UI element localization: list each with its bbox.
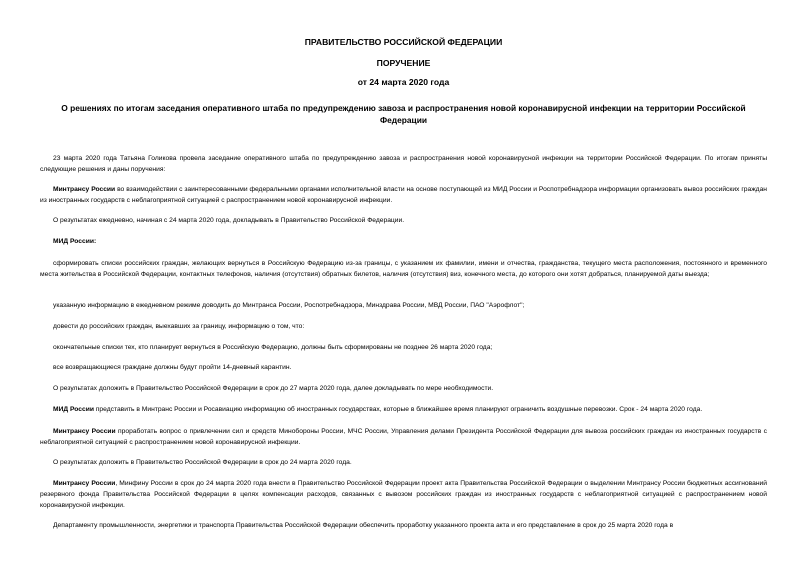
document-date: от 24 марта 2020 года <box>357 77 450 87</box>
paragraph: 23 марта 2020 года Татьяна Голикова провела заседание оперативного штаба по предупреждению завоза и распространения новой коронавирусной инфекции на территории Российской Федерации. По итогам приняты следующие решения и даны поручения: <box>40 155 767 173</box>
issuer-heading: ПРАВИТЕЛЬСТВО РОССИЙСКОЙ ФЕДЕРАЦИИ <box>304 37 503 47</box>
paragraph: МИД России представить в Минтранс России и Росавиацию информацию об иностранных государствах, которые в ближайшее время планируют ограничить воздушные перевозки. Срок - 24 марта 2020 года. <box>53 406 703 413</box>
document-type: ПОРУЧЕНИЕ <box>376 58 431 68</box>
paragraph: указанную информацию в ежедневном режиме доводить до Минтранса России, Роспотребнадзора, Минздрава России, МВД России, ПАО "Аэрофлот"; <box>53 302 525 309</box>
paragraph: О результатах доложить в Правительство Российской Федерации в срок до 24 марта 2020 года. <box>53 459 352 466</box>
paragraph: О результатах доложить в Правительство Российской Федерации в срок до 27 марта 2020 года, далее докладывать по мере необходимости. <box>53 385 494 392</box>
paragraph: Департаменту промышленности, энергетики и транспорта Правительства Российской Федерации обеспечить проработку указанного проекта акта и его представление в срок до 25 марта 2020 года в <box>53 522 674 529</box>
document-subject: О решениях по итогам заседания оперативного штаба по предупреждению завоза и распространения новой коронавирусной инфекции на территории Российской Федерации <box>61 103 746 125</box>
paragraph: окончательные списки тех, кто планирует вернуться в Российскую Федерацию, должны быть сформированы не позднее 26 марта 2020 года; <box>53 344 493 351</box>
paragraph: все возвращающиеся граждане должны будут пройти 14-дневный карантин. <box>53 364 292 371</box>
paragraph: МИД России: <box>53 238 97 245</box>
paragraph: довести до российских граждан, выехавших за границу, информацию о том, что: <box>53 323 305 330</box>
paragraph: Минтрансу России, Минфину России в срок до 24 марта 2020 года внести в Правительство Российской Федерации проект акта Правительства Российской Федерации о выделении Минтрансу России бюджетных ассигнований резервного фонда Правительства Российской Федерации в целях компенсации расходов, связанных с вывозом российских граждан из иностранных государств с неблагоприятной ситуацией с распространением новой коронавирусной инфекции. <box>40 480 767 509</box>
paragraph: Минтрансу России во взаимодействии с заинтересованными федеральными органами исполнительной власти на основе поступающей из МИД России и Роспотребнадзора информации организовать вывоз российских граждан из иностранных государств с неблагоприятной ситуацией с распространением новой коронавирусной инфекции. <box>40 186 767 204</box>
paragraph: О результатах ежедневно, начиная с 24 марта 2020 года, докладывать в Правительство Российской Федерации. <box>53 217 405 224</box>
paragraph: сформировать списки российских граждан, желающих вернуться в Российскую Федерацию из-за границы, с указанием их фамилии, имени и отчества, гражданства, текущего места расположения, постоянного и временного места жительства в Российской Федерации, контактных телефонов, наличия (отсутствия) обратных билетов, наличия (отсутствия) виз, конечного места, до которого они хотят добраться, планируемой даты выезда; <box>40 260 767 278</box>
paragraph: Минтрансу России проработать вопрос о привлечении сил и средств Минобороны России, МЧС России, Управления делами Президента Российской Федерации для вывоза российских граждан из иностранных государств с неблагоприятной ситуацией с распространением новой коронавирусной инфекции. <box>40 428 767 446</box>
